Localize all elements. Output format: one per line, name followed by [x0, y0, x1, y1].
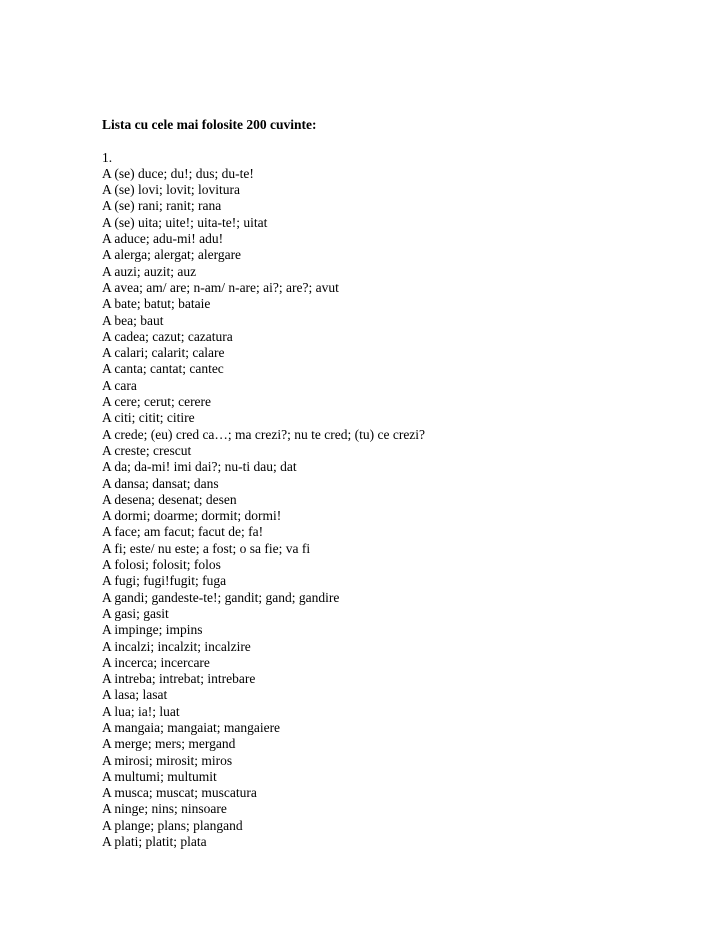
- list-item: A cere; cerut; cerere: [102, 394, 212, 410]
- list-item: A (se) duce; du!; dus; du-te!: [102, 165, 254, 181]
- list-item: A multumi; multumit: [102, 768, 217, 784]
- list-item: A da; da-mi! imi dai?; nu-ti dau; dat: [102, 459, 297, 475]
- document-title: Lista cu cele mai folosite 200 cuvinte:: [102, 117, 317, 132]
- blank-line: [102, 133, 702, 149]
- list-item: A dansa; dansat; dans: [102, 475, 219, 491]
- list-item: A dormi; doarme; dormit; dormi!: [102, 508, 282, 524]
- list-item: A alerga; alergat; alergare: [102, 247, 242, 263]
- list-item: A incerca; incercare: [102, 654, 210, 670]
- list-item: A lua; ia!; luat: [102, 703, 180, 719]
- list-item: A (se) lovi; lovit; lovitura: [102, 182, 240, 198]
- list-item: A lasa; lasat: [102, 687, 168, 703]
- list-item: A face; am facut; facut de; fa!: [102, 524, 264, 540]
- list-item: A (se) rani; ranit; rana: [102, 198, 222, 214]
- list-item: A gandi; gandeste-te!; gandit; gand; gandire: [102, 589, 340, 605]
- list-item: A musca; muscat; muscatura: [102, 785, 257, 801]
- list-item: A bate; batut; bataie: [102, 296, 211, 312]
- list-item: A impinge; impins: [102, 622, 203, 638]
- word-list: [102, 166, 702, 850]
- list-item: A bea; baut: [102, 312, 164, 328]
- list-item: A citi; citit; citire: [102, 410, 195, 426]
- section-number: 1.: [102, 149, 113, 165]
- list-item: A desena; desenat; desen: [102, 491, 237, 507]
- list-item: A avea; am/ are; n-am/ n-are; ai?; are?; avut: [102, 279, 339, 295]
- list-item: A mangaia; mangaiat; mangaiere: [102, 719, 281, 735]
- list-item: A merge; mers; mergand: [102, 736, 236, 752]
- list-item: A incalzi; incalzit; incalzire: [102, 638, 251, 654]
- list-item: A cara: [102, 377, 137, 393]
- list-item: A intreba; intrebat; intrebare: [102, 671, 256, 687]
- list-item: A fugi; fugi!fugit; fuga: [102, 573, 227, 589]
- list-item: A cadea; cazut; cazatura: [102, 328, 233, 344]
- list-item: A auzi; auzit; auz: [102, 263, 197, 279]
- list-item: A canta; cantat; cantec: [102, 361, 224, 377]
- list-item: A aduce; adu-mi! adu!: [102, 231, 224, 247]
- list-item: A plati; platit; plata: [102, 834, 207, 850]
- document-body: [102, 117, 702, 850]
- list-item: A folosi; folosit; folos: [102, 557, 221, 573]
- list-item: A ninge; nins; ninsoare: [102, 801, 227, 817]
- list-item: A crede; (eu) cred ca…; ma crezi?; nu te cred; (tu) ce crezi?: [102, 426, 426, 442]
- list-item: A (se) uita; uite!; uita-te!; uitat: [102, 214, 268, 230]
- list-item: A gasi; gasit: [102, 605, 169, 621]
- list-item: A fi; este/ nu este; a fost; o sa fie; va fi: [102, 540, 311, 556]
- list-item: A creste; crescut: [102, 442, 192, 458]
- list-item: A calari; calarit; calare: [102, 345, 225, 361]
- list-item: A mirosi; mirosit; miros: [102, 752, 233, 768]
- list-item: A plange; plans; plangand: [102, 817, 243, 833]
